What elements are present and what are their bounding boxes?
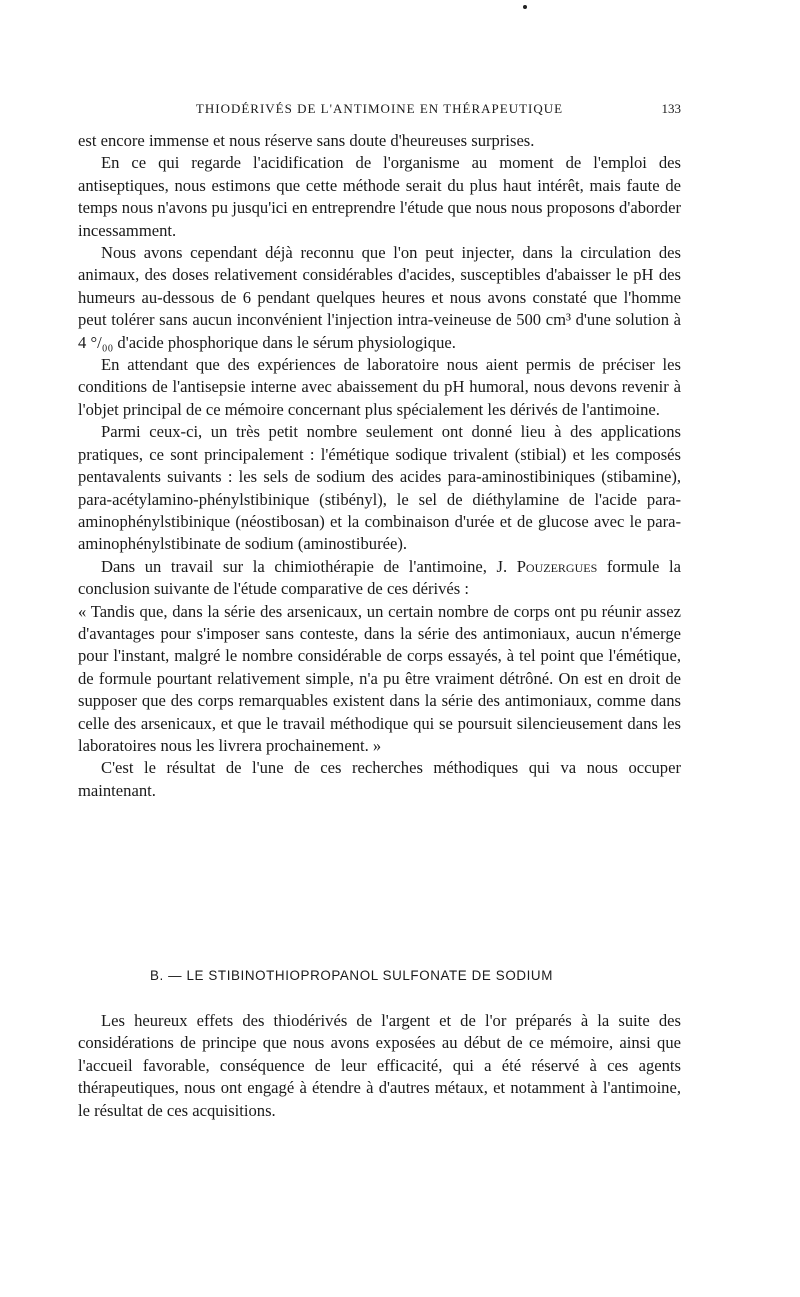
- paragraph-injection: Nous avons cependant déjà reconnu que l'on peut injecter, dans la circulation des animaux, des doses relativement considérables d'acides, susceptibles d'abaisser le pH des humeurs au-dessous de 6 pendant quelques heures et nous avons constaté que l'homme peut tolérer sans aucun inconvénient l'injection intra-veineuse de 500 cm³ d'une solution à 4 °/₀₀ d'acide phosphorique dans le sérum physiologique.: [78, 243, 681, 352]
- paragraph-derives: Parmi ceux-ci, un très petit nombre seulement ont donné lieu à des applications pratiques, ce sont principalement : l'émétique sodique trivalent (stibial) et les composés pentavalents suivants : les sels de sodium des acides para-aminostibiniques (stibamine), para-acétylamino-phénylstibinique (stibényl), le sel de diéthylamine de l'acide para-aminophénylstibinique (néostibosan) et la combinaison d'urée et de glucose avec le para-aminophénylstibinate de sodium (aminostiburée).: [78, 422, 681, 554]
- page-number: 133: [661, 101, 681, 116]
- section-body: [78, 1010, 681, 1122]
- author-name: Pouzergues: [516, 556, 598, 576]
- ink-dot: [523, 5, 527, 9]
- running-head: THIODÉRIVÉS DE L'ANTIMOINE EN THÉRAPEUTIQUE: [195, 101, 564, 116]
- pouzergues-lead: Dans un travail sur la chimiothérapie de l'antimoine, J.: [101, 556, 508, 576]
- paragraph-continuation: est encore immense et nous réserve sans doute d'heureuses surprises.: [78, 131, 535, 150]
- pouzergues-tail: formule la conclusion suivante de l'étude comparative de ces dérivés :: [78, 556, 681, 599]
- body-text: [78, 130, 681, 802]
- section-heading: B. — LE STIBINOTHIOPROPANOL SULFONATE DE SODIUM: [150, 968, 553, 983]
- page-header: [78, 99, 681, 121]
- paragraph-recherche: C'est le résultat de l'une de ces recherches méthodiques qui va nous occuper maintenant.: [78, 758, 681, 800]
- paragraph-pouzergues: [78, 556, 681, 601]
- paragraph-quote: « Tandis que, dans la série des arsenicaux, un certain nombre de corps ont pu réunir assez d'avantages pour s'imposer sans conteste, dans la série des antimoniaux, aucun n'émerge pour l'instant, malgré le nombre considérable de corps essayés, à tel point que l'émétique, de formule pourtant relativement simple, n'a pu être vraiment détrôné. On est en droit de supposer que des corps remarquables existent dans la série des antimoniaux, comme dans celle des arsenicaux, et que le travail méthodique qui se poursuit silencieusement dans les laboratoires nous les livrera prochainement. »: [78, 601, 681, 755]
- paragraph-antisepsie: En attendant que des expériences de laboratoire nous aient permis de préciser les conditions de l'antisepsie interne avec abaissement du pH humoral, nous devons revenir à l'objet principal de ce mémoire concernant plus spécialement les dérivés de l'antimoine.: [78, 355, 681, 419]
- paragraph-effets: Les heureux effets des thiodérivés de l'argent et de l'or préparés à la suite des considérations de principe que nous avons exposées au début de ce mémoire, ainsi que l'accueil favorable, conséquence de leur efficacité, qui a été réservé à ces agents thérapeutiques, nous ont engagé à étendre à d'autres métaux, et notamment à l'antimoine, le résultat de ces acquisitions.: [78, 1011, 681, 1120]
- paragraph-acidification: En ce qui regarde l'acidification de l'organisme au moment de l'emploi des antiseptiques, nous estimons que cette méthode serait du plus haut intérêt, mais faute de temps nous n'avons pu jusqu'ici en entreprendre l'étude que nous nous proposons d'aborder incessamment.: [78, 153, 681, 240]
